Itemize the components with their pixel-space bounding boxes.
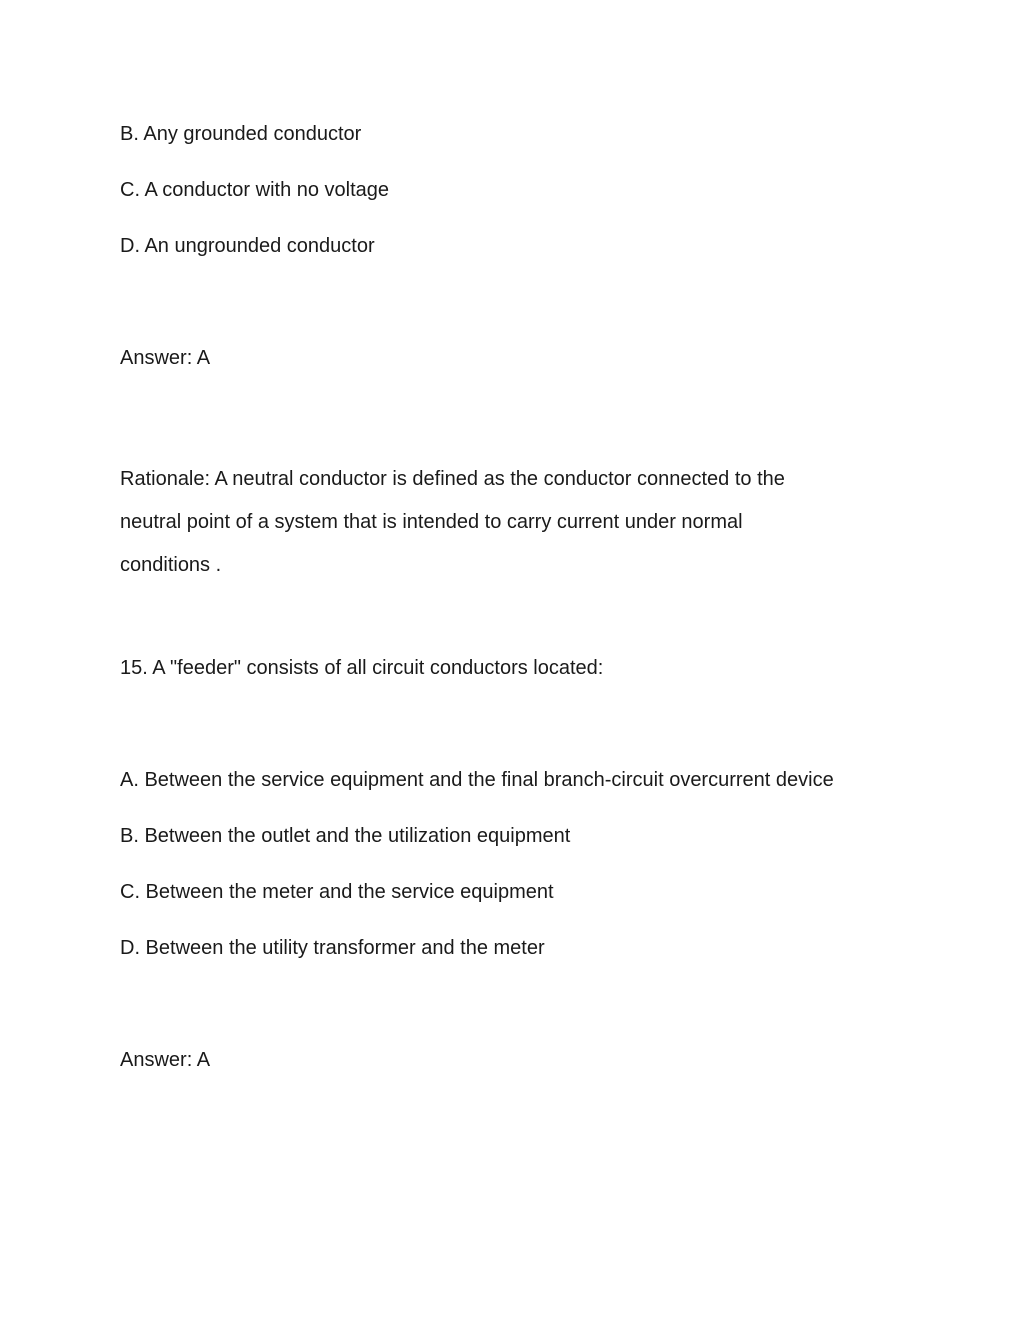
option-b: B. Between the outlet and the utilization equipment <box>120 825 571 847</box>
option-d: D. An ungrounded conductor <box>120 235 375 257</box>
rationale-line: neutral point of a system that is intended to carry current under normal <box>120 511 743 533</box>
answer: Answer: A <box>120 347 211 369</box>
rationale-line: conditions . <box>120 554 222 576</box>
rationale-line: Rationale: A neutral conductor is defined as the conductor connected to the <box>120 468 785 490</box>
option-b: B. Any grounded conductor <box>120 123 362 145</box>
question-stem: 15. A "feeder" consists of all circuit conductors located: <box>120 657 604 679</box>
answer: Answer: A <box>120 1049 211 1071</box>
option-c: C. Between the meter and the service equipment <box>120 881 554 903</box>
option-c: C. A conductor with no voltage <box>120 179 390 201</box>
option-a: A. Between the service equipment and the final branch-circuit overcurrent device <box>120 769 834 791</box>
rationale <box>120 458 900 587</box>
option-d: D. Between the utility transformer and the meter <box>120 937 545 959</box>
